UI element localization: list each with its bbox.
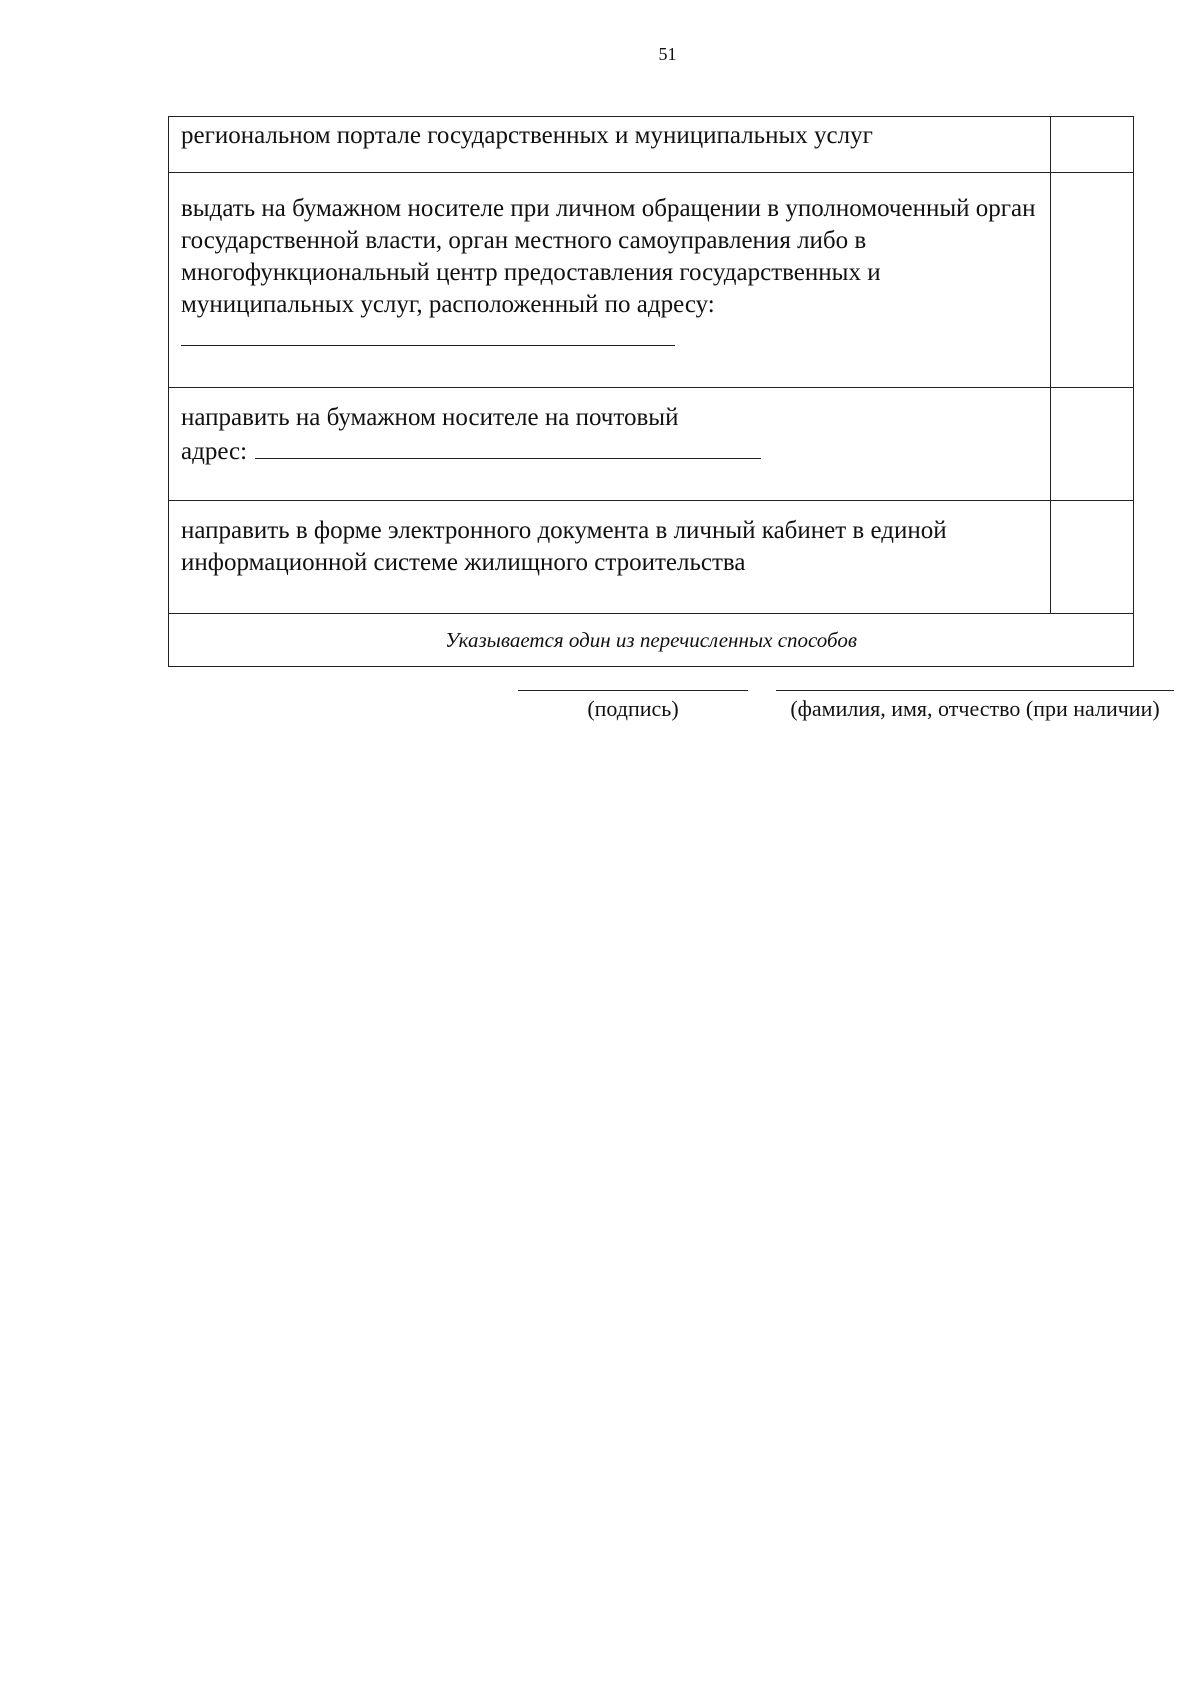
table-row (169, 173, 1134, 388)
mail-address-blank-line[interactable] (255, 434, 761, 459)
address-blank-line[interactable] (181, 321, 675, 346)
delivery-options-table (168, 116, 1134, 667)
option-checkbox-portal[interactable] (1051, 117, 1134, 173)
option-checkbox-paper-in-person[interactable] (1051, 173, 1134, 388)
table-row (169, 117, 1134, 173)
option-checkbox-electronic[interactable] (1051, 501, 1134, 614)
signature-field[interactable] (518, 690, 748, 723)
option-text-paper-in-person: выдать на бумажном носителе при личном обращении в уполномоченный орган государственной власти, орган местного самоуправления либо в многофункциональный центр предоставления государственных и муниципальных услуг, расположенный по адресу: (181, 195, 1036, 318)
full-name-field[interactable] (776, 690, 1174, 723)
table-row (169, 501, 1134, 614)
signature-label: (подпись) (587, 696, 679, 721)
table-row (169, 388, 1134, 501)
page-number: 51 (658, 44, 677, 64)
table-row (169, 614, 1134, 667)
option-text-mail-address-label: адрес: (181, 438, 248, 465)
option-paper-mail (169, 388, 1051, 501)
option-paper-in-person (169, 173, 1051, 388)
table-note: Указывается один из перечисленных способов (169, 614, 1134, 667)
option-text-electronic: направить в форме электронного документа в личный кабинет в единой информационной системе жилищного строительства (169, 501, 1051, 614)
option-text-portal: региональном портале государственных и муниципальных услуг (169, 117, 1051, 173)
option-text-paper-mail: направить на бумажном носителе на почтовый (181, 404, 679, 431)
full-name-label: (фамилия, имя, отчество (при наличии) (790, 696, 1160, 721)
option-checkbox-paper-mail[interactable] (1051, 388, 1134, 501)
